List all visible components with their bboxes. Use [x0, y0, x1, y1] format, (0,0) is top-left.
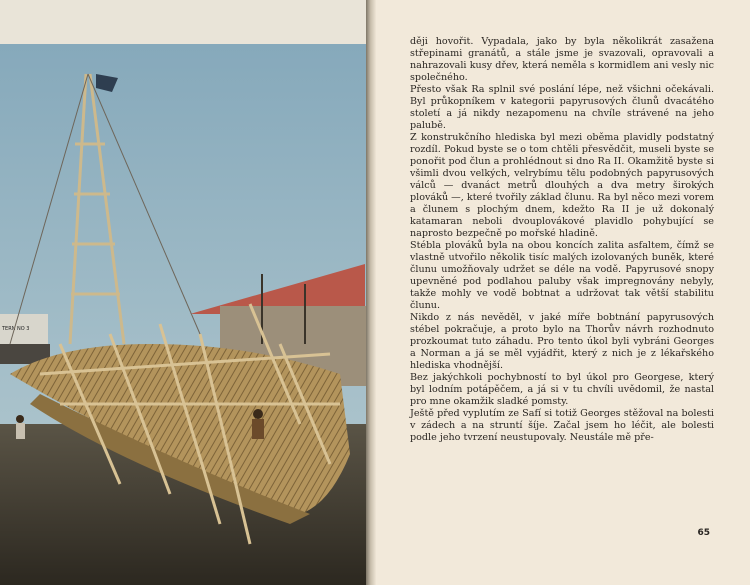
paragraph: Ještě před vyplutím ze Safí si totiž Georges stěžoval na bolesti v zádech a na struntí šíje. Začal jsem ho léčit, ale bolesti podle jeho tvrzení neustupovaly. Neustále mě pře- — [410, 408, 714, 443]
worker-figure — [253, 409, 263, 419]
reed-boat-photo-illustration — [0, 44, 366, 585]
book-gutter — [366, 0, 376, 585]
paragraph: Nikdo z nás nevěděl, v jaké míře bobtnání papyrusových stébel pokračuje, a proto bylo na Thorův návrh rozhodnuto prozkoumat tuto záhadu. Pro tento úkol byli vybráni Georges a Norman a já se měl vyjádřit, který z nich je z lékařského hlediska vhodnější. — [410, 312, 714, 371]
body-text — [410, 36, 714, 444]
left-page — [0, 0, 368, 585]
paragraph: ději hovořit. Vypadala, jako by byla několikrát zasažena střepinami granátů, a stále jsme je svazovali, opravovali a nahrazovali kusy dřev, která neměla s kormidlem ani vesly nic společného. — [410, 36, 714, 83]
right-page — [376, 0, 750, 585]
paragraph: Bez jakýchkoli pochybností to byl úkol pro Georgese, který byl lodním potápěčem, a já si v tu chvíli uvědomil, že nastal pro mne okamžik sladké pomsty. — [410, 372, 714, 407]
ship-label: TERN NO 3 — [2, 326, 30, 332]
paragraph: Z konstrukčního hlediska byl mezi oběma plavidly podstatný rozdíl. Pokud byste se o tom chtěli přesvědčit, museli byste se ponořit pod člun a prohlédnout si dno Ra II. Okamžitě byste si všimli dvou velkých, velrybímu tělu podobných papyrusových válců — dvanáct metrů dlouhých a dva metry širokých plováků —, které tvořily základ člunu. Ra byl něco mezi vorem a člunem s plochým dnem, kdežto Ra II je už dokonalý katamaran neboli dvouplovákové plavidlo pohybující se naprosto bezpečně po mořské hladině. — [410, 132, 714, 239]
paragraph: Stébla plováků byla na obou koncích zalita asfaltem, čímž se vlastně utvořilo několik tisíc malých izolovaných buněk, které člunu umožňovaly udržet se déle na vodě. Papyrusové snopy upevněné pod podlahou paluby však impregnovány nebyly, takže mohly ve vodě bobtnat a udržovat tak větší stabilitu člunu. — [410, 240, 714, 311]
paragraph: Přesto však Ra splnil své poslání lépe, než všichni očekávali. Byl průkopníkem v kategorii papyrusových člunů dvacátého století a já nikdy nezapomenu na chvíle strávené na jeho palubě. — [410, 84, 714, 131]
reed-boat-photo — [0, 44, 366, 585]
page-number: 65 — [697, 528, 710, 538]
